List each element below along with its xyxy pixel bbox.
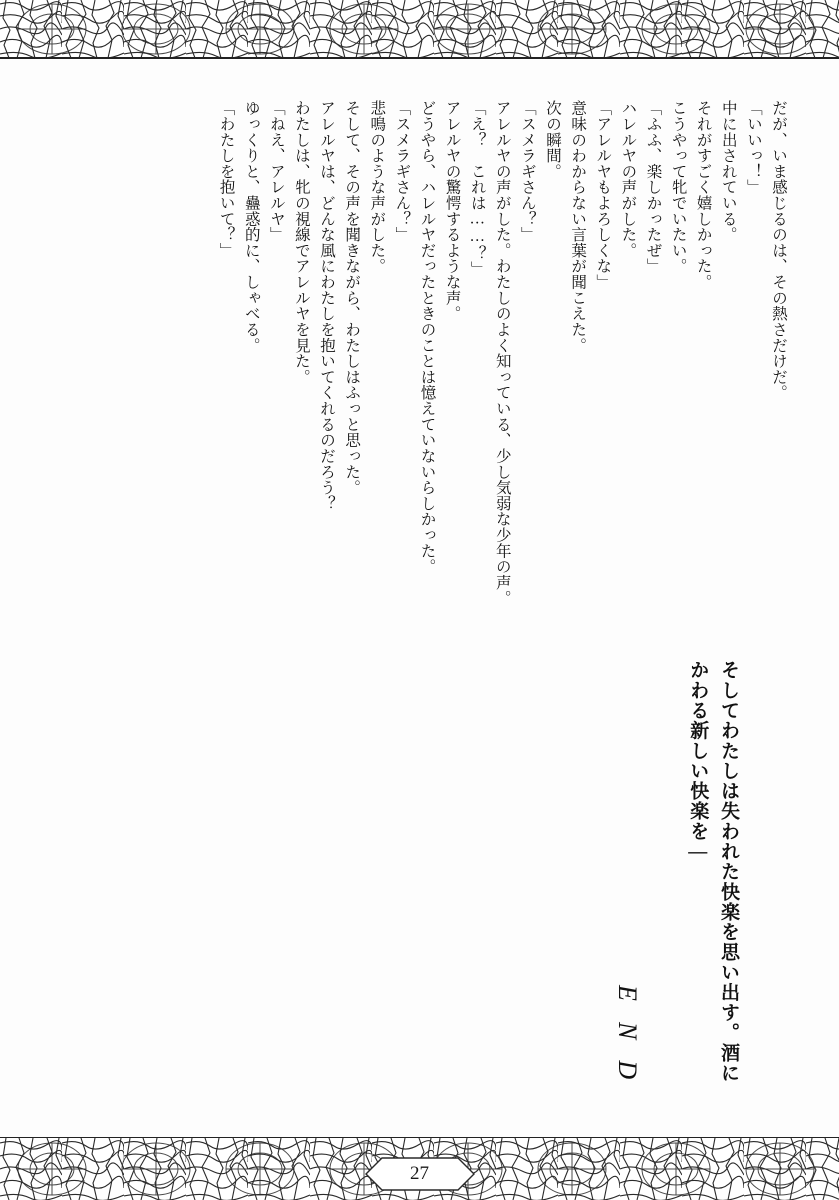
paragraph: 「スメラギさん？」 [518,100,536,243]
paragraph: アレルヤは、どんな風にわたしを抱いてくれるのだろう？ [318,100,336,512]
paragraph: こうやって牝でいたい。 [669,100,687,274]
paragraph: 「アレルヤもよろしくな」 [594,100,612,290]
paragraph: ハレルヤの声がした。 [619,100,637,259]
paragraph: どうやら、ハレルヤだったときのことは憶えていないらしかった。 [418,100,436,575]
paragraph: 意味のわからない言葉が聞こえた。 [569,100,587,353]
paragraph: だが、いま感じるのは、その熱さだけだ。 [770,100,787,401]
page-number-badge [364,1154,476,1194]
paragraph: アレルヤの声がした。わたしのよく知っている、少し気弱な少年の声。 [493,100,511,606]
paragraph: 「ねえ、アレルヤ」 [267,100,285,243]
top-frame-rule [0,57,839,59]
paragraph: アレルヤの驚愕するような声。 [443,100,461,322]
paragraph: 次の瞬間。 [544,100,562,180]
paragraph: それがすごく嬉しかった。 [694,100,712,290]
paragraph: ゆっくりと、蠱惑的に、しゃべる。 [242,100,260,353]
closing-tagline: そしてわたしは失われた快楽を思い出す。酒にかわる新しい快楽を— [687,660,739,1083]
paragraph: そして、その声を聞きながら、わたしはふっと思った。 [343,100,361,496]
paragraph: わたしは、牝の視線でアレルヤを見た。 [292,100,310,385]
end-mark: E N D [613,985,642,1087]
paragraph: 「いいっ！」 [744,100,762,195]
top-ornament-band [0,0,839,58]
page-number: 27 [410,1163,429,1184]
paragraph: 悲鳴のような声がした。 [368,100,386,274]
paragraph: 「え？ これは……？」 [468,100,486,277]
paragraph: 「ふふ、楽しかったぜ」 [644,100,662,274]
paragraph: 中に出されている。 [719,100,737,243]
body-text-column [213,100,791,620]
paragraph: 「わたしを抱いて？」 [217,100,235,259]
ornament-pattern-top [0,0,839,58]
paragraph: 「スメラギさん？」 [393,100,411,243]
